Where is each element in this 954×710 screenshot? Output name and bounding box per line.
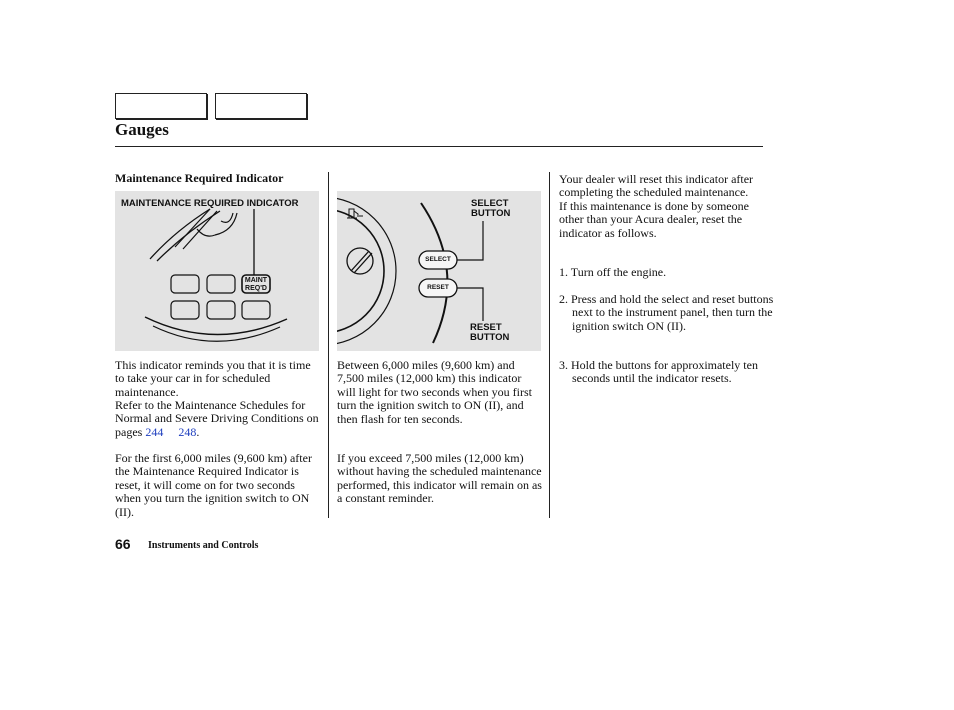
dashboard-illustration <box>115 191 319 351</box>
page-number: 66 <box>115 536 131 552</box>
page-link-244[interactable]: 244 <box>145 424 164 439</box>
left-paragraph-1: This indicator reminds you that it is time to take your car in for scheduled maintenance. <box>115 358 311 399</box>
figure-caption: MAINTENANCE REQUIRED INDICATOR <box>121 198 299 209</box>
list-item-step-2: 2. Press and hold the select and reset buttons next to the instrument panel, then turn the ignition switch ON (II). <box>559 292 774 333</box>
nav-tab-box-1[interactable] <box>115 93 207 119</box>
nav-tab-box-2[interactable] <box>215 93 307 119</box>
column-divider-1 <box>328 172 329 518</box>
maintenance-indicator-figure <box>115 191 319 351</box>
section-name: Instruments and Controls <box>148 540 259 551</box>
fuel-icon <box>347 209 363 218</box>
select-button[interactable]: SELECT <box>425 256 451 263</box>
select-reset-figure <box>337 191 541 351</box>
section-heading: Maintenance Required Indicator <box>115 171 284 185</box>
left-paragraph-3: For the first 6,000 miles (9,600 km) after the Maintenance Required Indicator is reset, it will come on for two seconds when you turn the ignition switch to ON (II). <box>115 451 312 519</box>
middle-paragraph-2: If you exceed 7,500 miles (12,000 km) without having the scheduled maintenance performed, this indicator will remain on as a constant reminder. <box>337 451 542 506</box>
select-button-caption: SELECT BUTTON <box>471 198 511 219</box>
maint-reqd-indicator-label: MAINT REQ'D <box>244 277 268 292</box>
list-item-step-1: 1. Turn off the engine. <box>559 265 667 279</box>
reset-button[interactable]: RESET <box>427 284 449 291</box>
middle-paragraph-1: Between 6,000 miles (9,600 km) and 7,500 miles (12,000 km) this indicator will light for two seconds when you first turn the ignition switch to ON (II), and then flash for ten seconds. <box>337 358 532 426</box>
page-link-248[interactable]: 248 <box>178 424 197 439</box>
list-item-step-3: 3. Hold the buttons for approximately ten seconds until the indicator resets. <box>559 358 758 386</box>
reset-button-caption: RESET BUTTON <box>470 322 510 343</box>
column-divider-2 <box>549 172 550 518</box>
title-rule <box>115 146 763 147</box>
right-paragraph-1: Your dealer will reset this indicator after completing the scheduled maintenance. If this maintenance is done by someone other than your Acura dealer, reset the indicator as follows. <box>559 172 754 240</box>
left-paragraph-2: Refer to the Maintenance Schedules for Normal and Severe Driving Conditions on pages 244 248. <box>115 398 319 439</box>
page-title: Gauges <box>115 120 169 139</box>
